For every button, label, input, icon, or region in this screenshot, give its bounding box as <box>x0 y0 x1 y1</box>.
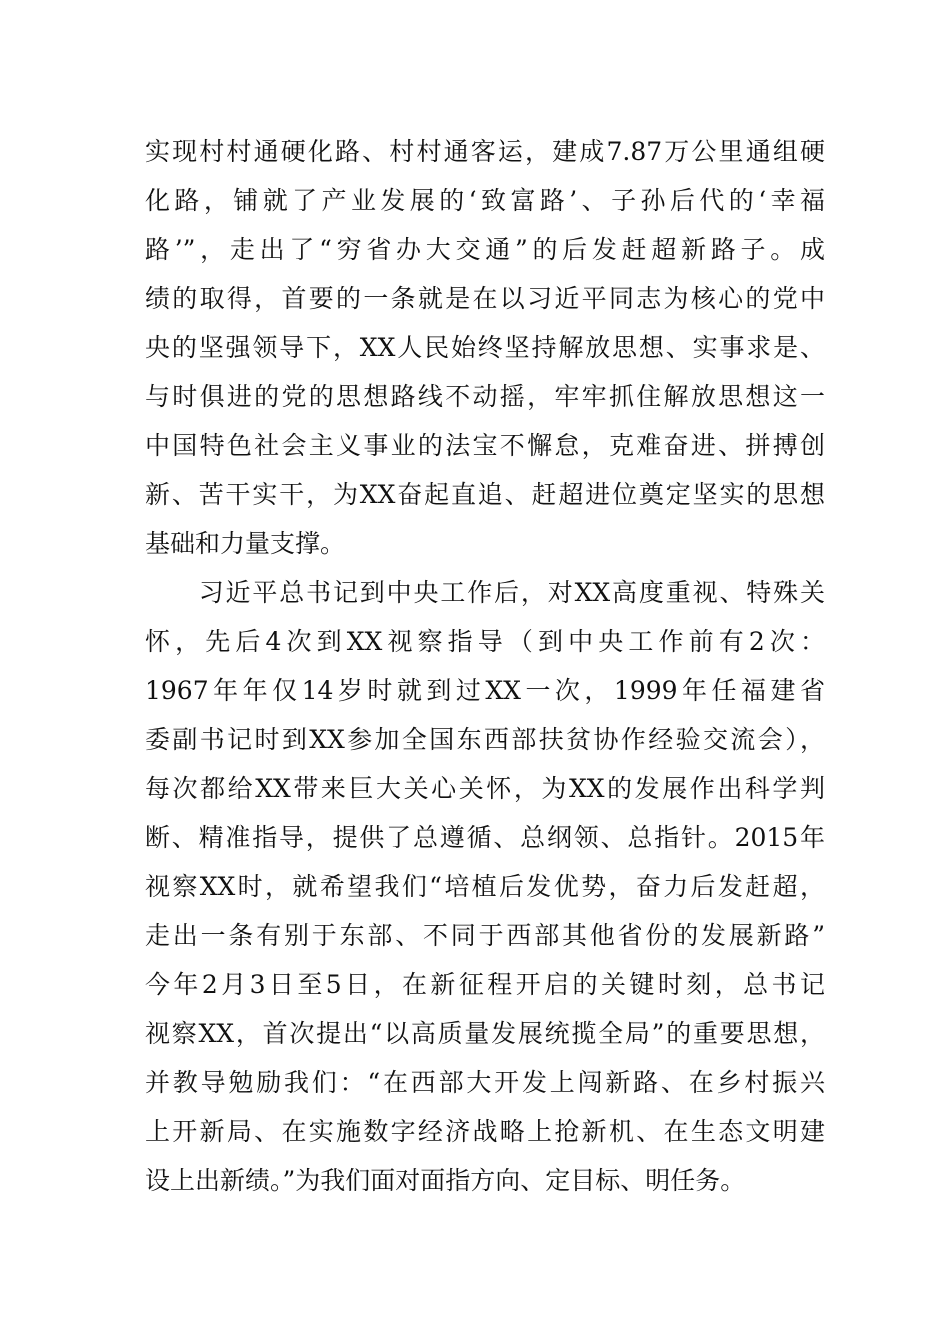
text-line: 习近平总书记到中央工作后，对XX高度重视、特殊关 <box>145 578 825 607</box>
text-line: 与时俱进的党的思想路线不动摇，牢牢抓住解放思想这一 <box>145 382 825 411</box>
text-line: 中国特色社会主义事业的法宝不懈怠，克难奋进、拼搏创 <box>145 431 825 460</box>
text-line: 绩的取得，首要的一条就是在以习近平同志为核心的党中 <box>145 284 825 313</box>
paragraph-2 <box>145 568 825 1205</box>
text-line: 并教导勉励我们：“在西部大开发上闯新路、在乡村振兴 <box>145 1068 825 1097</box>
text-line: 断、精准指导，提供了总遵循、总纲领、总指针。2015年 <box>145 823 825 852</box>
text-line: 路’”，走出了“穷省办大交通”的后发赶超新路子。成 <box>145 235 825 264</box>
text-line: 视察XX时，就希望我们“培植后发优势，奋力后发赶超， <box>145 872 825 901</box>
paragraph-1 <box>145 127 825 568</box>
text-line: 化路，铺就了产业发展的‘致富路’、子孙后代的‘幸福 <box>145 186 825 215</box>
body-text <box>145 127 825 1205</box>
text-line: 设上出新绩。”为我们面对面指方向、定目标、明任务。 <box>145 1166 746 1195</box>
text-line: 今年2月3日至5日，在新征程开启的关键时刻，总书记 <box>145 970 825 999</box>
text-line: 基础和力量支撑。 <box>145 529 346 558</box>
text-line: 每次都给XX带来巨大关心关怀，为XX的发展作出科学判 <box>145 774 825 803</box>
text-line: 实现村村通硬化路、村村通客运，建成7.87万公里通组硬 <box>145 137 825 166</box>
text-line: 委副书记时到XX参加全国东西部扶贫协作经验交流会）， <box>145 725 825 754</box>
text-line: 1967年年仅14岁时就到过XX一次，1999年任福建省 <box>145 676 825 705</box>
text-line: 视察XX，首次提出“以高质量发展统揽全局”的重要思想， <box>145 1019 825 1048</box>
text-line: 央的坚强领导下，XX人民始终坚持解放思想、实事求是、 <box>145 333 825 362</box>
text-line: 上开新局、在实施数字经济战略上抢新机、在生态文明建 <box>145 1117 825 1146</box>
text-line: 怀，先后4次到XX视察指导（到中央工作前有2次： <box>145 627 825 656</box>
text-line: 走出一条有别于东部、不同于西部其他省份的发展新路” <box>145 921 825 950</box>
text-line: 新、苦干实干，为XX奋起直追、赶超进位奠定坚实的思想 <box>145 480 825 509</box>
